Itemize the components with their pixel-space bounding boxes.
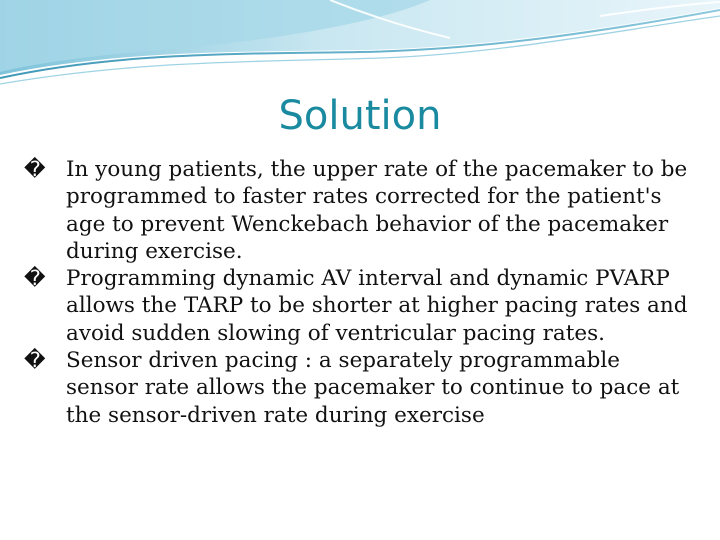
bullet-glyph-icon: � — [24, 348, 46, 373]
bullet-glyph-icon: � — [24, 157, 46, 181]
slide-title: Solution — [278, 93, 442, 139]
bullet-list — [24, 156, 694, 429]
bullet-text: Programming dynamic AV interval and dynamic PVARP allows the TARP to be shorter at higher pacing rates and avoid sudden slowing of ventricular pacing rates. — [66, 266, 688, 346]
bullet-glyph-icon: � — [24, 266, 46, 291]
bullet-item — [24, 156, 694, 265]
bullet-item — [24, 265, 694, 347]
bullet-text: Sensor driven pacing : a separately programmable sensor rate allows the pacemaker to continue to pace at the sensor-driven rate during exercise — [66, 348, 680, 428]
bullet-item — [24, 347, 694, 429]
bullet-text: In young patients, the upper rate of the pacemaker to be programmed to faster rates corrected for the patient's age to prevent Wenckebach behavior of the pacemaker during exercise. — [66, 157, 688, 264]
